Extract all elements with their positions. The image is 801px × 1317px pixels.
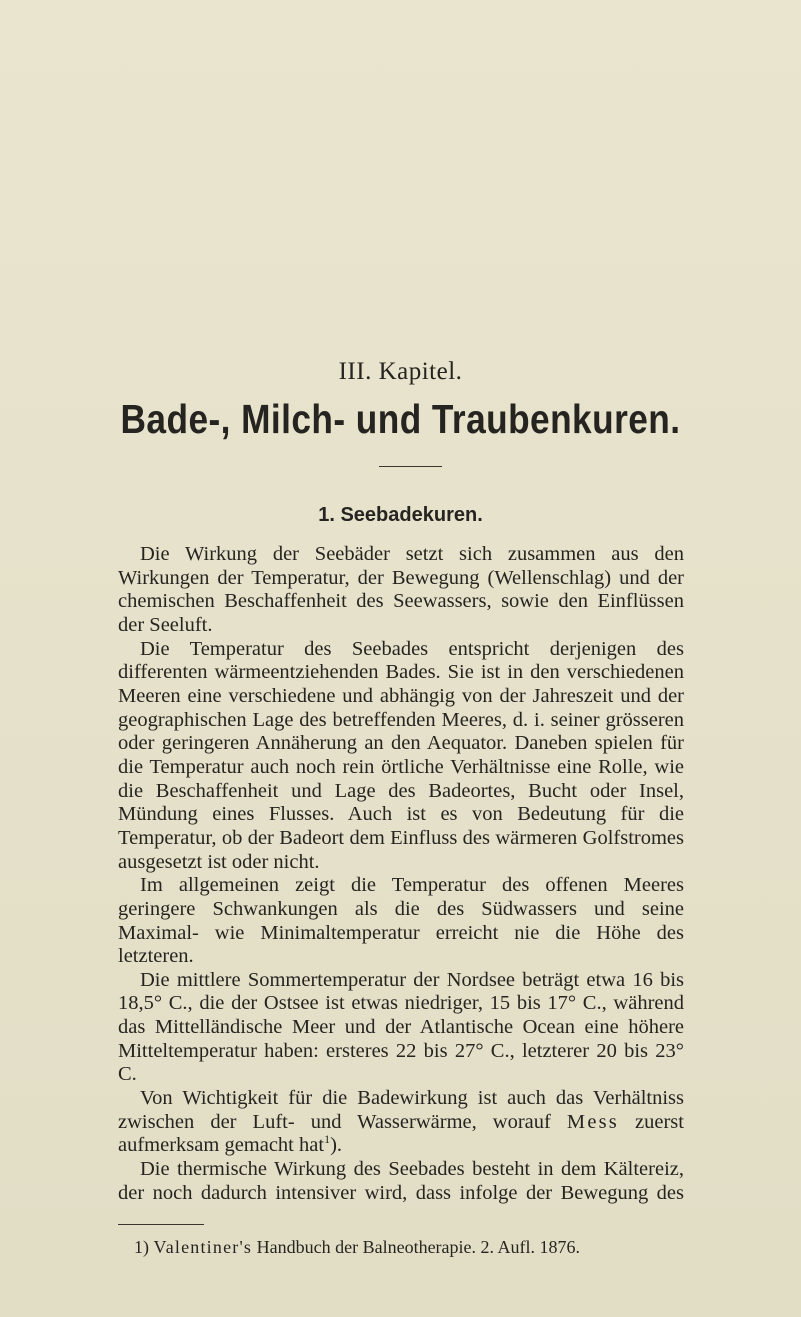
paragraph-text: ). bbox=[330, 1134, 343, 1157]
cited-author: Mess bbox=[566, 1110, 619, 1133]
footnote-author: Valentiner's bbox=[153, 1237, 253, 1257]
footnote-text: Handbuch der Balneotherapie. 2. Aufl. 1876. bbox=[256, 1237, 581, 1257]
paragraph-text: Von Wichtigkeit für die Badewirkung ist auch das Verhältniss zwischen der Luft- und Wasserwärme, worauf bbox=[118, 1087, 684, 1133]
paragraph: Im allgemeinen zeigt die Temperatur des offenen Meeres geringere Schwankungen als die des Südwassers und seine Maximal- wie Minimaltemperatur erreicht nie die Höhe des letzteren. bbox=[118, 874, 684, 968]
section-heading: 1. Seebadekuren. bbox=[318, 504, 483, 526]
paragraph-text: zuerst aufmerksam gemacht hat bbox=[118, 1110, 684, 1157]
footnote bbox=[134, 1237, 694, 1258]
chapter-title: Bade-, Milch- und Traubenkuren. bbox=[120, 396, 681, 442]
paragraph: Die thermische Wirkung des Seebades besteht in dem Kältereiz, der noch dadurch intensiver wird, dass infolge der Bewegung des bbox=[118, 1158, 684, 1204]
footnote-reference[interactable]: 1 bbox=[324, 1132, 331, 1147]
paragraph: Die Temperatur des Seebades entspricht derjenigen des differenten wärmeentziehenden Bades. Sie ist in den verschiedenen Meeren eine verschiedene und abhängig von der Jahreszeit und der geographischen Lage des betreffenden Meeres, d. i. seiner grösseren oder geringeren Annäherung an den Aequator. Daneben spielen für die Temperatur auch noch rein örtliche Verhältnisse eine Rolle, wie die Beschaffenheit und Lage des Badeortes, Bucht oder Insel, Mündung eines Flusses. Auch ist es von Bedeutung für die Temperatur, ob der Badeort dem Einfluss des wärmeren Golfstromes ausgesetzt ist oder nicht. bbox=[118, 637, 684, 873]
chapter-heading: III. Kapitel. bbox=[338, 358, 463, 385]
paragraph: Die mittlere Sommertemperatur der Nordsee beträgt etwa 16 bis 18,5° C., die der Ostsee ist etwas niedriger, 15 bis 17° C., während das Mittelländische Meer und der Atlantische Ocean eine höhere Mitteltemperatur haben: ersteres 22 bis 27° C., letzterer 20 bis 23° C. bbox=[118, 968, 684, 1086]
title-divider bbox=[379, 466, 442, 467]
paragraph: Die Wirkung der Seebäder setzt sich zusammen aus den Wirkungen der Temperatur, der Bewegung (Wellenschlag) und der chemischen Beschaffenheit des Seewassers, sowie den Einflüssen der Seeluft. bbox=[118, 543, 684, 636]
paragraph bbox=[118, 1087, 684, 1158]
footnote-divider bbox=[118, 1224, 204, 1225]
body-text bbox=[118, 543, 684, 1205]
footnote-number: 1) bbox=[134, 1237, 149, 1257]
